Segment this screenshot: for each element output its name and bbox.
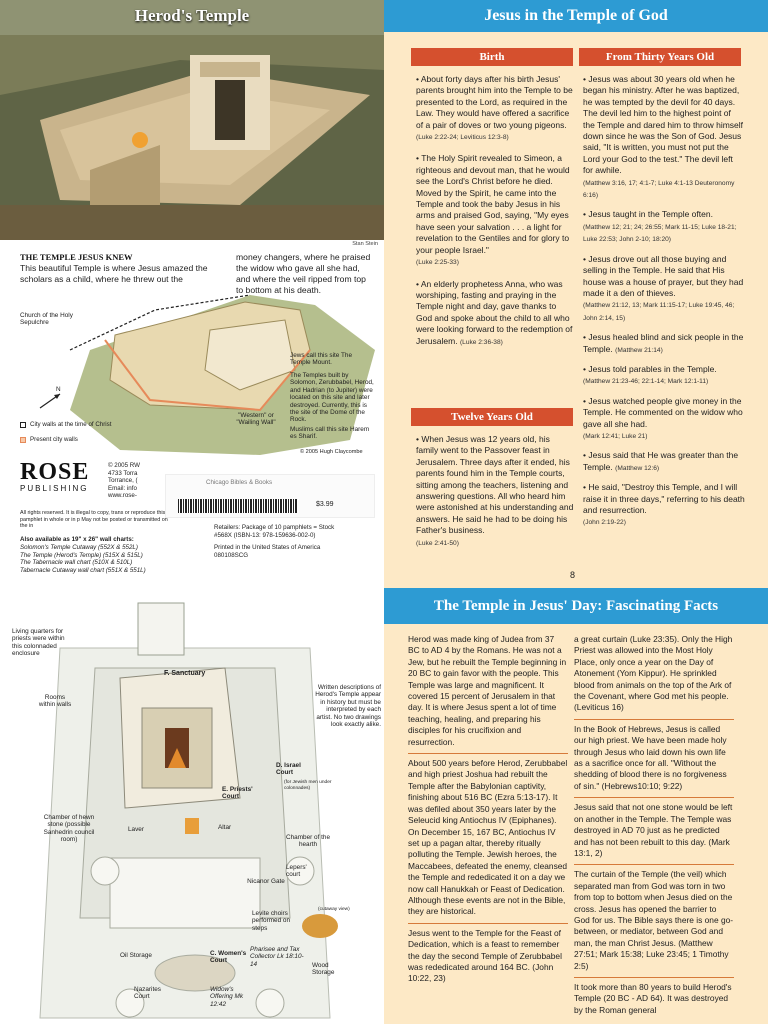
banner-herods-temple bbox=[0, 0, 384, 32]
item-cite: (Luke 2:25-33) bbox=[416, 259, 459, 267]
north-label: N bbox=[56, 386, 61, 393]
label-cutaway: (cutaway view) bbox=[318, 907, 350, 912]
list-item: • The Holy Spirit revealed to Simeon, a righteous and devout man, that he would see the Lord's Christ before he died. Moved by the Spirit, he came into the Temple and took the baby Jesus in his arms and praised God, saying, "My eyes have seen your salvation . . . a light for revelation to the Gentiles and for glory to your people Israel." (Luke 2:25-33) bbox=[416, 153, 570, 267]
banner-title: Herod's Temple bbox=[134, 6, 250, 25]
retailers-note: Retailers: Package of 10 pamphlets = Stock #568X (ISBN-13: 978-159636-002-0) bbox=[214, 524, 335, 539]
label-temples-built: The Temples built by Solomon, Zerubbabel, Herod, and Hadrian (to Jupiter) were located on this site and later destroyed. Currently, this is the site of the Dome of the Rock. bbox=[290, 372, 374, 424]
list-item: • Jesus healed blind and sick people in the Temple. (Matthew 21:14) bbox=[583, 332, 744, 354]
also-item: The Temple (Herod's Temple) (515X & 515L) bbox=[20, 551, 143, 559]
item-text: Jesus drove out all those buying and selling in the Temple. He said that His house was a house of prayer, but they had made it a den of thieves. bbox=[583, 253, 744, 298]
item-cite: (Luke 2:22-24; Leviticus 12:3-8) bbox=[416, 134, 509, 142]
list-item: • Jesus drove out all those buying and selling in the Temple. He said that His house was a house of prayer, but they had made it a den of thieves. (Matthew 21:12, 13; Mark 11:15-17; Luke 19:45, 46; John 2:14, 15) bbox=[583, 253, 744, 322]
heading-thirty: From Thirty Years Old bbox=[579, 48, 741, 66]
list-item: • He said, "Destroy this Temple, and I will raise it in three days," referring to his death and resurrection. (John 2:19-22) bbox=[583, 482, 745, 527]
fact-paragraph: Jesus went to the Temple for the Feast of Dedication, which is a feast to remember the day the second Temple of Zerubbabel was rededicated around 164 BC. (John 10:22, 23) bbox=[408, 927, 562, 984]
birth-list bbox=[416, 74, 574, 358]
label-church: Church of the Holy Sepulchre bbox=[20, 312, 73, 327]
banner-jesus-temple bbox=[384, 0, 768, 32]
label-temple-mount: Jews call this site The Temple Mount. bbox=[290, 352, 353, 367]
item-cite: (Matthew 12:6) bbox=[615, 464, 660, 472]
item-cite: (Matthew 21:12, 13; Mark 11:15-17; Luke 19:45, 46; John 2:14, 15) bbox=[583, 302, 735, 322]
label-oil: Oil Storage bbox=[120, 952, 152, 959]
page-number: 8 bbox=[570, 570, 576, 580]
item-text: An elderly prophetess Anna, who was worshiping, fasting and praying in the Temple night and day, gave thanks to God and spoke about the child to all who were looking forward to the redemption of Jerusalem. bbox=[416, 278, 573, 346]
printed-code: 080108SCG bbox=[214, 552, 249, 559]
fact-paragraph: Jesus said that not one stone would be left on another in the Temple. The Temple was destroyed in AD 70 just as he predicted and has not been rebuilt to this day. (Mark 13:1, 2) bbox=[574, 798, 734, 865]
item-cite: (Matthew 12; 21; 24; 26:55; Mark 11-15; Luke 18-21; Luke 22:53; John 2-10; 18:20) bbox=[583, 223, 737, 244]
item-cite: (Mark 12:41; Luke 21) bbox=[583, 432, 648, 440]
item-text: Jesus healed blind and sick people in the Temple. bbox=[583, 332, 744, 354]
also-heading: Also available as 19" x 26" wall charts: bbox=[20, 536, 134, 543]
twelve-list bbox=[416, 434, 574, 559]
item-cite: (Matthew 21:23-46; 22:1-14; Mark 12:1-11) bbox=[583, 378, 709, 386]
swatch-orange-icon bbox=[20, 437, 26, 443]
artist-credit: Stan Stein bbox=[352, 241, 378, 247]
fact-paragraph: The curtain of the Temple (the veil) which separated man from God was torn in two from top to bottom when Jesus died on the cross. Jesus has opened the barrier to God for us. The Bible says there is one go-between, or mediator, between God and man, the man Christ Jesus. (Matthew 27:51; Mark 15:38; Luke 23:45; 1 Timothy 2:5) bbox=[574, 865, 734, 978]
address-line: © 2005 RW bbox=[108, 462, 140, 469]
legend-city-walls bbox=[20, 421, 112, 429]
list-item: • Jesus was about 30 years old when he began his ministry. After he was baptized, he was tempted by the devil for 40 days. The devil led him to the highest point of the Temple and dared him to throw himself down since he was the Son of God. Jesus said, "It is written, you must not put the Lord your God to the test." The devil left for awhile. (Matthew 3:16, 17; 4:1-7; Luke 4:1-13 Deuteronomy 6:16) bbox=[583, 74, 744, 200]
list-item: • When Jesus was 12 years old, his family went to the Passover feast in Jerusalem. Three days after it ended, his parents found him in the Temple courts, sitting among the teachers, listening and answering questions. All who heard him were astonished at his understanding and answers. He said he had to be doing his Father's business. (Luke 2:41-50) bbox=[416, 434, 574, 547]
panel-fascinating-facts bbox=[384, 588, 768, 1024]
banner-title: Jesus in the Temple of God bbox=[484, 7, 668, 24]
panel-jesus-in-temple bbox=[384, 0, 768, 588]
legend-label: City walls at the time of Christ bbox=[30, 421, 112, 428]
barcode bbox=[178, 499, 298, 513]
label-pharisee: Pharisee and Tax Collector Lk 18:10-14 bbox=[250, 946, 304, 968]
section-heading: THE TEMPLE JESUS KNEW bbox=[20, 252, 133, 262]
list-item: • About forty days after his birth Jesus' parents brought him into the Temple to be presented to the Lord, as required in the Law. They would have offered a sacrifice of a pair of doves or two young pigeons. (Luke 2:22-24; Leviticus 12:3-8) bbox=[416, 74, 573, 142]
label-laver: Laver bbox=[128, 826, 144, 833]
label-rooms: Rooms within walls bbox=[38, 694, 72, 709]
item-text: Jesus was about 30 years old when he began his ministry. After he was baptized, he was tempted by the devil for 40 days. The devil led him to the highest point of the Temple and dared him to throw himself down since he was the Son of God. Jesus said, "It is written, you must not put the Lord your God to the test." The devil left for awhile. bbox=[583, 74, 744, 176]
label-israel-note: (for Jewish men under colonnades) bbox=[284, 780, 332, 791]
item-cite: (Matthew 3:16, 17; 4:1-7; Luke 4:1-13 Deuteronomy 6:16) bbox=[583, 179, 735, 200]
also-item: Tabernacle Cutaway wall chart (551X & 551L) bbox=[20, 566, 146, 574]
banner-facts bbox=[384, 588, 768, 624]
address-line: Email: info bbox=[108, 484, 137, 492]
publisher-logo bbox=[20, 460, 100, 494]
intro-col2: money changers, where he praised the widow who gave all she had, and where the veil ripped from top to bottom at his death. bbox=[236, 252, 371, 295]
sticker-price: $3.99 bbox=[316, 501, 334, 508]
item-text: About forty days after his birth Jesus' parents brought him into the Temple to be presented to the Lord, as required in the Law. They would have offered a sacrifice of a pair of doves or two young pigeons. bbox=[416, 74, 573, 130]
label-western-wall: "Western" or "Wailing Wall" bbox=[236, 412, 276, 427]
fact-paragraph: a great curtain (Luke 23:35). Only the High Priest was allowed into the Most Holy Place, only once a year on the Day of Atonement (Yom Kippur). He sprinkled blood from animals on the top of the Ark of the Covenant, where God met his people. (Leviticus 16) bbox=[574, 630, 734, 720]
address-line: www.rose- bbox=[108, 492, 137, 500]
address-line: Torrance, ( bbox=[108, 477, 138, 485]
heading-twelve: Twelve Years Old bbox=[411, 408, 573, 426]
label-lepers: Lepers' court bbox=[286, 864, 307, 879]
item-cite: (Luke 2:36-38) bbox=[459, 338, 503, 346]
label-priests-court: E. Priests' Court bbox=[222, 786, 253, 801]
panel-herods-temple bbox=[0, 0, 384, 588]
list-item: • Jesus taught in the Temple often. (Matthew 12; 21; 24; 26:55; Mark 11-15; Luke 18-21; Luke 22:53; John 2-10; 18:20) bbox=[583, 209, 737, 244]
legend-present-walls bbox=[20, 436, 78, 444]
item-text: When Jesus was 12 years old, his family went to the Passover feast in Jerusalem. Three days after it ended, his parents found him in the Temple courts, sitting among the teachers, listening and answering questions. All who heard him were astonished at his understanding and answers. He said he had to be doing his Father's business. bbox=[416, 434, 574, 536]
item-cite: (Luke 2:41-50) bbox=[416, 539, 459, 547]
thirty-list bbox=[583, 74, 745, 537]
label-written: Written descriptions of Herod's Temple appear in history but must be interpreted by each artist. No two drawings look exactly alike. bbox=[315, 684, 381, 729]
item-text: Jesus taught in the Temple often. bbox=[588, 209, 713, 220]
label-nazarites: Nazarites Court bbox=[134, 986, 161, 1001]
label-haram: Muslims call this site Harem es Sharif. bbox=[290, 426, 370, 441]
item-text: Jesus told parables in the Temple. bbox=[588, 363, 717, 374]
legend-label: Present city walls bbox=[30, 436, 78, 443]
fact-paragraph: It took more than 80 years to build Herod's Temple (20 BC - AD 64). It was destroyed by the Roman general bbox=[574, 981, 732, 1015]
label-levite: Levite choirs performed on steps bbox=[252, 910, 291, 932]
fact-paragraph: About 500 years before Herod, Zerubbabel and high priest Joshua had rebuilt the Temple after the Babylonian captivity, finishing about 516 BC (Ezra 5:13-17). It was defiled about 350 years later by the Seleucid king Antiochus IV (Epiphanes). On December 15, 167 BC, Antiochus IV set up a pagan altar, thereby ritually polluting the Temple. Jewish heroes, the Maccabees, defeated the enemy, cleansed the Temple and rededicated it on a day we now call Hanukkah or Feast of Dedication. Although these events are not in the Bible, they are historical. bbox=[408, 754, 568, 924]
panel-temple-cutaway bbox=[0, 588, 384, 1024]
item-text: He said, "Destroy this Temple, and I will raise it in three days," referring to his death and resurrection. bbox=[583, 482, 745, 515]
item-cite: (Matthew 21:14) bbox=[615, 346, 663, 354]
item-text: Jesus watched people give money in the Temple. He commented on the widow who gave all she had. bbox=[583, 395, 743, 429]
label-living-quarters: Living quarters for priests were within this colonnaded enclosure bbox=[12, 628, 65, 658]
map-credit: © 2005 Hugh Claycombe bbox=[300, 449, 363, 455]
rights-notice: All rights reserved. It is illegal to copy, trans or reproduce this pamphlet in whole or in p May not be posted or transmitted on the in bbox=[20, 510, 168, 530]
also-item: The Tabernacle wall chart (510X & 510L) bbox=[20, 559, 133, 567]
label-nicanor: Nicanor Gate bbox=[247, 878, 285, 885]
heading-birth: Birth bbox=[411, 48, 573, 66]
sticker-store: Chicago Bibles & Books bbox=[206, 479, 273, 486]
list-item: • Jesus told parables in the Temple. (Matthew 21:23-46; 22:1-14; Mark 12:1-11) bbox=[583, 363, 717, 386]
label-chamber-hearth: Chamber of the hearth bbox=[285, 834, 331, 849]
herod-temple-illustration bbox=[0, 0, 384, 240]
fact-paragraph: Herod was made king of Judea from 37 BC to AD 4 by the Romans. He was not a Jew, but he rebuilt the Temple beginning in 20 BC to gain favor with the people. This Temple was large and magnificent. It covered 15 percent of Jerusalem in that day. It is where Jesus spent a lot of time teaching, healing, and preparing his disciples for his crucifixion and resurrection. bbox=[408, 630, 568, 754]
facts-col1 bbox=[408, 630, 568, 990]
fact-paragraph: In the Book of Hebrews, Jesus is called our high priest. We have been made holy through Jesus who laid down his own life as a sacrifice once for all. "Without the shedding of blood there is no forgiveness of sin." (Hebrews10:10; 9:22) bbox=[574, 720, 734, 798]
label-altar: Altar bbox=[218, 824, 232, 831]
temple-illustration-art bbox=[0, 0, 384, 240]
label-sanctuary: F. Sanctuary bbox=[164, 670, 206, 677]
price-sticker bbox=[165, 474, 375, 518]
banner-title: The Temple in Jesus' Day: Fascinating Facts bbox=[433, 598, 719, 614]
logo-bottom: PUBLISHING bbox=[20, 484, 89, 493]
swatch-outline-icon bbox=[20, 422, 26, 428]
item-text: Jesus said that He was greater than the Temple. bbox=[583, 450, 739, 472]
logo-top: ROSE bbox=[20, 459, 90, 485]
item-cite: (John 2:19-22) bbox=[583, 519, 626, 527]
item-text: The Holy Spirit revealed to Simeon, a righteous and devout man, that he would see the Lord's Christ before he died. Moved by the Spirit, he came into the Temple and took the baby Jesus in his arms and praised God, saying, "My eyes have seen your salvation . . . a light for revelation to the Gentiles and for glory to your people Israel." bbox=[416, 153, 570, 255]
facts-col2 bbox=[574, 630, 734, 1021]
label-chamber-stone: Chamber of hewn stone (possible Sanhedrin council room) bbox=[43, 814, 95, 844]
also-item: Solomon's Temple Cutaway (552X & 552L) bbox=[20, 544, 138, 551]
intro-col1: This beautiful Temple is where Jesus amazed the scholars as a child, where he threw out the bbox=[20, 263, 208, 284]
printed-note: Printed in the United States of America bbox=[214, 544, 321, 551]
label-widow: Widow's Offering Mk 12:42 bbox=[210, 986, 244, 1008]
list-item: • Jesus said that He was greater than the Temple. (Matthew 12:6) bbox=[583, 450, 739, 472]
address-line: 4733 Torra bbox=[108, 469, 138, 477]
label-israel-court: D. Israel Court bbox=[276, 762, 301, 777]
list-item: • Jesus watched people give money in the Temple. He commented on the widow who gave all she had. (Mark 12:41; Luke 21) bbox=[583, 395, 743, 440]
list-item: • An elderly prophetess Anna, who was worshiping, fasting and praying in the Temple night and day, gave thanks to God and spoke about the child to all who were looking forward to the redemption of Jerusalem. (Luke 2:36-38) bbox=[416, 278, 573, 346]
label-womens-court: C. Women's Court bbox=[210, 950, 247, 965]
also-list bbox=[20, 544, 170, 574]
publisher-address bbox=[108, 462, 140, 500]
label-wood: Wood Storage bbox=[312, 962, 335, 977]
